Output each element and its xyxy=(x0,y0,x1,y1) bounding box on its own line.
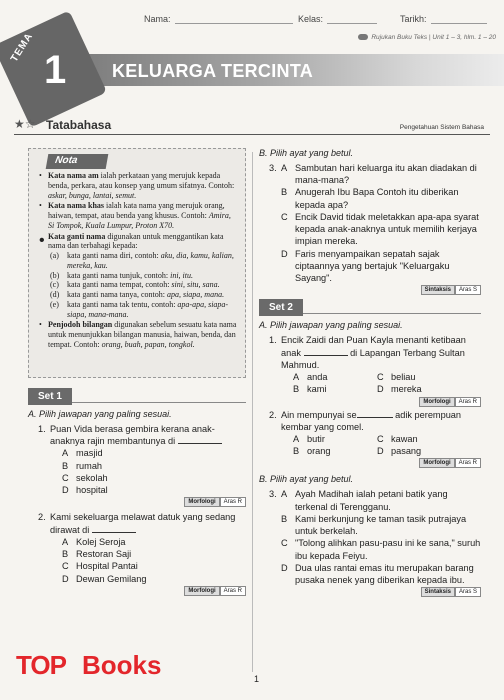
section-subtitle: Pengetahuan Sistem Bahasa xyxy=(399,124,484,131)
option-c[interactable]: C Hospital Pantai xyxy=(62,561,138,572)
option-a[interactable]: A Ayah Madihah ialah petani batik yang terkenal di Terengganu. xyxy=(281,489,448,512)
option-c[interactable]: C "Tolong alihkan pasu-pasu ini ke sana," suruh ibu kepada Feiyu. xyxy=(281,538,481,561)
date-field[interactable] xyxy=(400,14,487,24)
option-b[interactable]: B orang xyxy=(293,446,331,457)
skill-tag: Morfologi Aras R xyxy=(259,397,481,407)
set2-q2-options xyxy=(259,433,481,457)
watermark-top: TOP xyxy=(16,650,66,680)
set1-header xyxy=(28,386,246,403)
list-item: (c) kata ganti nama tempat, contoh: sini, situ, sana. xyxy=(50,280,220,290)
skill-tag: Morfologi Aras R xyxy=(28,497,246,507)
answer-blank[interactable] xyxy=(304,348,348,356)
list-item: (b) kata ganti nama tunjuk, contoh: ini, itu. xyxy=(50,270,193,280)
notes-label: Nota xyxy=(46,154,109,169)
set2-q1-options xyxy=(259,371,481,395)
skill-tag: Sintaksis Aras S xyxy=(259,587,481,597)
note-kata-ganti-nama: • Kata ganti nama digunakan untuk menggantikan kata nama dan terbahagi kepada: (a) kata ganti nama diri, contoh: aku, dia, kamu, kalian, mereka, kau. (b) kata ganti nama tunjuk, contoh: ini, itu. (c) kata ganti nama tempat, contoh: sini, situ, sana. (d) kata ganti nama tanya, contoh: apa, siapa, mana. (e) kata ganti nama tak tentu, contoh: apa-apa, siapa-siapa, mana-mana. xyxy=(39,232,237,320)
list-item: (d) kata ganti nama tanya, contoh: apa, siapa, mana. xyxy=(50,290,225,299)
note-kata-nama-khas: • Kata nama khas ialah kata nama yang merujuk orang, haiwan, tempat, atau benda yang khusus. Contoh: Amira, Si Tompok, Kuala Lumpur, Proton X70. xyxy=(39,201,237,230)
set1-question-3: 3. A Sambutan hari keluarga itu akan diadakan di mana-mana? B Anugerah Ibu Bapa Contoh itu diberikan kepada apa? C Encik David tidak meletakkan apa-apa syarat kepada anak-anaknya untuk memilih kerjaya impian mereka. D Faris menyampaikan sepatah sajak ciptaannya yang bertajuk "Keluargaku Sayang". xyxy=(259,162,481,284)
class-field[interactable] xyxy=(298,14,377,24)
set2-question-1: 1. Encik Zaidi dan Puan Kayla menanti ketibaan anak di Lapangan Terbang Sultan Mahmud. xyxy=(269,335,466,370)
answer-blank[interactable] xyxy=(178,436,222,444)
option-b[interactable]: B Anugerah Ibu Bapa Contoh itu diberikan kepada apa? xyxy=(281,187,459,210)
set2-instruction-b: B. Pilih ayat yang betul. xyxy=(259,474,354,485)
option-b[interactable]: B kami xyxy=(293,384,327,395)
answer-blank[interactable] xyxy=(357,410,393,418)
skill-tag: Morfologi Aras R xyxy=(259,458,481,468)
option-a[interactable]: A Kolej Seroja xyxy=(62,536,126,547)
column-divider xyxy=(252,152,253,672)
option-c[interactable]: C sekolah xyxy=(62,472,108,483)
date-label: Tarikh: xyxy=(400,14,427,24)
skill-tag: Morfologi Aras R xyxy=(28,586,246,596)
reference-arrow-icon xyxy=(358,34,368,40)
set1-label: Set 1 xyxy=(28,388,72,405)
skill-tag: Sintaksis Aras S xyxy=(259,285,481,295)
option-d[interactable]: D pasang xyxy=(377,446,422,457)
note-penjodoh-bilangan: • Penjodoh bilangan digunakan sebelum sesuatu kata nama untuk menunjukkan bilangan manusia, haiwan, benda, dan tempat. Contoh: orang, buah, papan, tongkol. xyxy=(39,320,237,349)
option-d[interactable]: D Dewan Gemilang xyxy=(62,573,147,584)
option-b[interactable]: B Kami berkunjung ke taman tasik putrajaya untuk berkelah. xyxy=(281,513,467,537)
notes-box xyxy=(28,148,246,378)
set1-q1-options xyxy=(28,447,246,496)
set2-label: Set 2 xyxy=(259,299,303,316)
option-c[interactable]: C beliau xyxy=(377,372,416,383)
theme-word: TEMA xyxy=(8,30,36,65)
name-label: Nama: xyxy=(144,14,171,24)
theme-number: 1 xyxy=(44,48,67,92)
stars-icon: ★☆ xyxy=(14,117,36,131)
kata-ganti-nama-list xyxy=(48,251,237,319)
list-item: (a) kata ganti nama diri, contoh: aku, dia, kamu, kalian, mereka, kau. xyxy=(50,251,234,270)
option-a[interactable]: A Sambutan hari keluarga itu akan diadakan di mana-mana? xyxy=(281,163,477,186)
option-c[interactable]: C Encik David tidak meletakkan apa-apa syarat kepada anak-anaknya untuk memilih kerjaya impian mereka. xyxy=(281,211,479,247)
set2-instruction-a: A. Pilih jawapan yang paling sesuai. xyxy=(259,320,403,331)
watermark-books: Books xyxy=(82,650,162,680)
theme-badge xyxy=(0,30,100,112)
option-c[interactable]: C kawan xyxy=(377,433,418,444)
watermark-logo xyxy=(12,642,162,686)
note-kata-nama-am: • Kata nama am ialah perkataan yang merujuk kepada benda, perkara, atau konsep yang umum sifatnya. Contoh: askar, bunga, lantai, semut. xyxy=(39,171,237,200)
option-d[interactable]: D Dua ulas rantai emas itu merupakan barang pusaka nenek yang diberikan kepada ibu. xyxy=(281,562,474,586)
option-d[interactable]: D Faris menyampaikan sepatah sajak ciptaannya yang bertajuk "Keluargaku Sayang". xyxy=(281,248,450,284)
set1-question-2: 2. Kami sekeluarga melawat datuk yang sedang dirawat di xyxy=(38,512,236,535)
theme-title: KELUARGA TERCINTA xyxy=(112,61,314,81)
set1-question-1: 1. Puan Vida berasa gembira kerana anak-anaknya rajin membantunya di xyxy=(28,423,246,447)
list-item: (e) kata ganti nama tak tentu, contoh: apa-apa, siapa-siapa, mana-mana. xyxy=(50,299,229,319)
section-title: Tatabahasa xyxy=(46,118,112,132)
set2-header xyxy=(259,297,481,314)
answer-blank[interactable] xyxy=(92,525,136,533)
section-header xyxy=(14,117,490,135)
option-a[interactable]: A masjid xyxy=(62,448,103,459)
right-column xyxy=(259,148,481,599)
option-b[interactable]: B rumah xyxy=(62,460,103,471)
set1-instruction-a: A. Pilih jawapan yang paling sesuai. xyxy=(28,409,172,419)
name-field[interactable] xyxy=(144,14,293,24)
class-label: Kelas: xyxy=(298,14,324,24)
student-info-line xyxy=(110,14,494,28)
option-d[interactable]: D mereka xyxy=(377,384,422,395)
left-column xyxy=(28,148,246,598)
option-d[interactable]: D hospital xyxy=(62,485,108,496)
option-a[interactable]: A anda xyxy=(293,372,328,383)
set1-instruction-b: B. Pilih ayat yang betul. xyxy=(259,148,354,158)
set2-question-3: 3. A Ayah Madihah ialah petani batik yang terkenal di Terengganu. B Kami berkunjung ke taman tasik putrajaya untuk berkelah. C "Tolong alihkan pasu-pasu ini ke sana," suruh ibu kepada Feiyu. D Dua ulas rantai emas itu merupakan barang pusaka nenek yang diberikan kepada ibu. xyxy=(269,489,481,586)
option-b[interactable]: B Restoran Saji xyxy=(62,549,132,560)
set2-question-2: 2. Ain mempunyai se adik perempuan kembar yang comel. xyxy=(269,409,462,432)
textbook-reference: Rujukan Buku Teks | Unit 1 – 3, hlm. 1 – 20 xyxy=(358,34,496,41)
set1-q2-options xyxy=(28,536,246,585)
option-a[interactable]: A butir xyxy=(293,433,325,444)
page-number: 1 xyxy=(254,674,260,684)
